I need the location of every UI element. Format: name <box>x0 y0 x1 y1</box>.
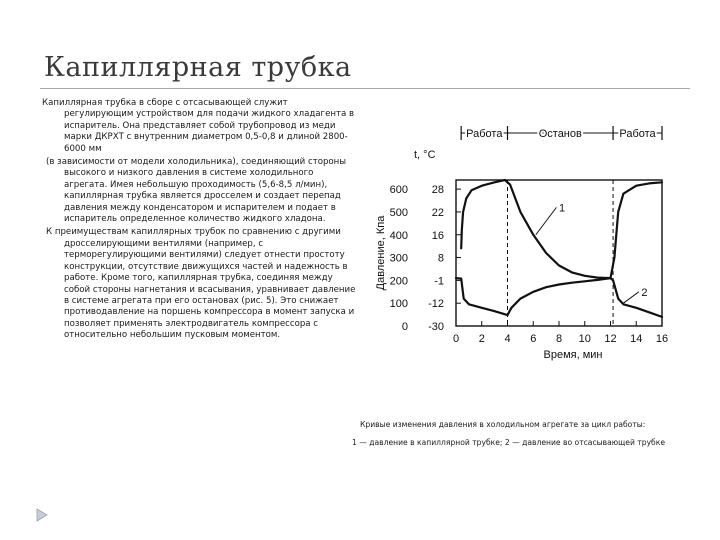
body-text <box>40 98 358 344</box>
y-tick-label-temp: 28 <box>431 184 444 197</box>
y-tick-label-pressure: 0 <box>401 321 408 333</box>
x-axis-label: Время, мин <box>543 349 603 361</box>
x-tick-label: 8 <box>555 333 563 345</box>
y-tick-label-pressure: 400 <box>389 229 408 242</box>
y-tick-label-temp: 16 <box>431 229 444 242</box>
x-tick-label: 12 <box>604 333 617 345</box>
y-tick-label-pressure: 600 <box>389 184 408 197</box>
phase-label-1: Работа <box>466 128 503 140</box>
pressure-chart <box>370 118 670 363</box>
series-2-leader <box>623 292 638 303</box>
caption-line-2: 1 — давление в капиллярной трубке; 2 — давление во отсасывающей трубке <box>352 438 666 447</box>
y-tick-label-temp: -12 <box>428 298 444 311</box>
phase-label-3: Работа <box>619 128 656 140</box>
title-divider <box>40 88 690 89</box>
caption-line-1: Кривые изменения давления в холодильном агрегате за цикл работы: <box>360 420 646 429</box>
series-line-1 <box>461 180 662 278</box>
y-tick-label-temp: 22 <box>431 206 444 219</box>
x-tick-label: 16 <box>655 333 669 345</box>
y-tick-label-temp: -30 <box>428 321 444 333</box>
paragraph-1: Капиллярная трубка в сборе с отсасывающей служит регулирующим устройством для подачи жидкого хладагента в испаритель. Она представляет собой трубопровод из меди марки ДКРХТ с внутренним диаметром 0,5-0,8 и длиной 2800-6000 мм <box>42 98 355 154</box>
y-axis-label: Давление, Кпа <box>375 215 387 291</box>
x-tick-label: 10 <box>578 333 591 345</box>
y-tick-label-temp: 8 <box>437 252 444 265</box>
paragraph-2: (в зависимости от модели холодильника), соединяющий стороны высокого и низкого давления в системе холодильного агрегата. Имея небольшую проходимость (5,6-8,5 л/мин), капиллярная трубка является дросселем и создает перепад давления между конденсатором и испарителем и подает в испаритель определенное количество жидкого хладона. <box>46 157 347 225</box>
series-2-label: 2 <box>641 286 648 299</box>
figure-caption <box>352 416 692 452</box>
x-tick-label: 14 <box>630 333 643 345</box>
y-tick-label-pressure: 300 <box>389 252 408 265</box>
x-tick-label: 2 <box>478 333 485 345</box>
y-tick-label-pressure: 500 <box>389 206 408 219</box>
x-tick-label: 0 <box>452 333 460 345</box>
y-tick-label-temp: -1 <box>434 275 444 288</box>
y-tick-label-pressure: 100 <box>389 298 408 311</box>
phase-label-2: Останов <box>538 128 582 140</box>
paragraph-3: К преимуществам капиллярных трубок по сравнению с другими дросселирующими вентилями (например, с терморегулирующими вентилями) следует отнести простоту конструкции, отсутствие движущихся частей и надежность в работе. Кроме того, капиллярная трубка, соединяя между собой стороны нагнетания и всасывания, уравнивает давление в системе агрегата при его остановах (рис. 5). Это снижает противодавление на поршень компрессора в момент запуска и позволяет применять электродвигатель компрессора с относительно небольшим пусковым моментом. <box>46 227 356 341</box>
series-1-leader <box>536 207 557 234</box>
x-tick-label: 6 <box>530 333 537 345</box>
y-tick-label-pressure: 200 <box>389 275 408 288</box>
temp-axis-label: t, °C <box>414 149 436 161</box>
triangle-bullet-icon <box>36 508 48 522</box>
x-tick-label: 4 <box>504 333 511 345</box>
slide-title: Капиллярная трубка <box>44 52 352 83</box>
series-1-label: 1 <box>559 202 566 215</box>
